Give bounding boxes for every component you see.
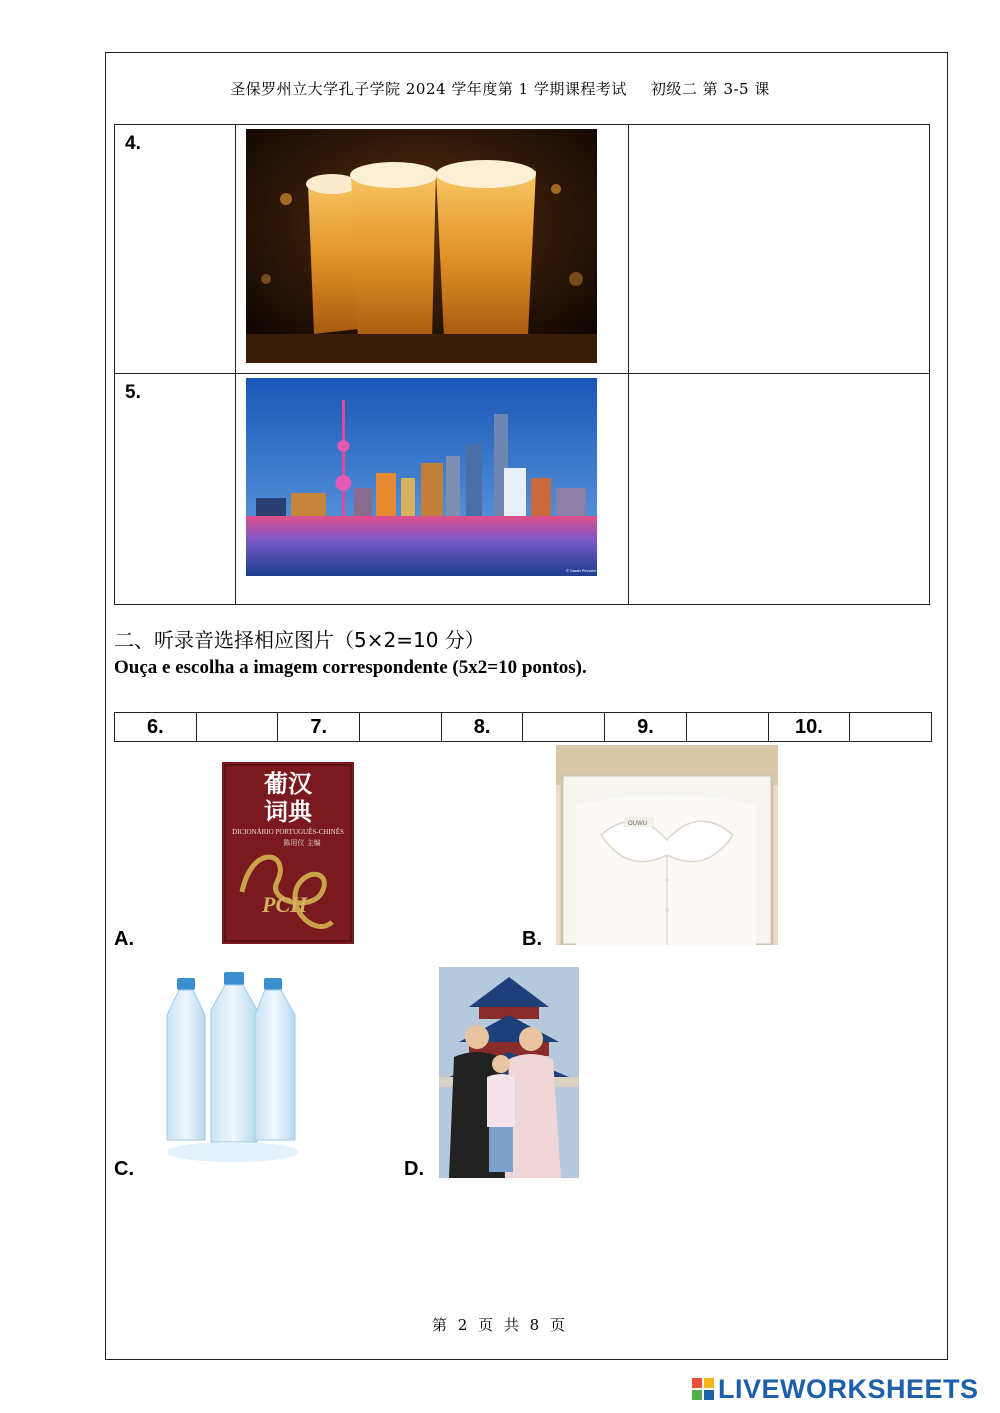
answer-cell[interactable] <box>629 125 930 374</box>
table-row <box>115 374 930 605</box>
option-label-a: A. <box>114 928 134 950</box>
dictionary-book-image <box>222 762 354 944</box>
beer-glasses-photo <box>246 129 597 363</box>
answer-blank[interactable] <box>523 713 605 742</box>
option-label-d: D. <box>404 1158 424 1180</box>
answer-number: 9. <box>605 713 687 742</box>
exam-level: 初级二 第 3-5 课 <box>650 80 770 98</box>
family-photo-image <box>439 967 579 1178</box>
answer-blank[interactable] <box>360 713 442 742</box>
book-title-line2: 词典 <box>264 798 312 826</box>
liveworksheets-brand <box>692 1374 979 1404</box>
option-label-c: C. <box>114 1158 134 1180</box>
photo-credit: © Sarah Pecorini <box>566 568 597 573</box>
exam-title: 圣保罗州立大学孔子学院 2024 学年度第 1 学期课程考试 <box>230 80 627 98</box>
answer-number: 7. <box>278 713 360 742</box>
answer-cell[interactable] <box>629 374 930 605</box>
book-title-line1: 葡汉 <box>264 770 312 798</box>
answer-table <box>114 712 932 742</box>
question-number: 4. <box>115 125 236 374</box>
table-row <box>115 713 932 742</box>
picture-cell <box>236 374 629 605</box>
table-row <box>115 125 930 374</box>
brand-name: LIVEWORKSHEETS <box>718 1373 979 1404</box>
white-shirt-image <box>556 745 778 945</box>
shirt-tag: OUWU <box>628 821 647 827</box>
answer-blank[interactable] <box>686 713 768 742</box>
question-number: 5. <box>115 374 236 605</box>
exam-header <box>0 78 1000 99</box>
section-title-pt: Ouça e escolha a imagem correspondente (5x2=10 pontos). <box>114 657 587 678</box>
picture-cell <box>236 125 629 374</box>
water-bottles-image <box>165 970 315 1170</box>
answer-blank[interactable] <box>850 713 932 742</box>
option-label-b: B. <box>522 928 542 950</box>
answer-number: 10. <box>768 713 850 742</box>
answer-number: 6. <box>115 713 197 742</box>
answer-blank[interactable] <box>196 713 278 742</box>
page-footer: 第 2 页 共 8 页 <box>432 1316 568 1334</box>
liveworksheets-logo-icon <box>692 1378 714 1400</box>
matching-table <box>114 124 930 605</box>
answer-number: 8. <box>441 713 523 742</box>
svg-text:PCH: PCH <box>262 892 308 917</box>
shanghai-skyline-photo <box>246 378 597 576</box>
book-subtitle: DICIONÁRIO PORTUGUÊS-CHINÊS <box>232 828 344 836</box>
section-title-cn: 二、听录音选择相应图片（5×2=10 分） <box>114 628 485 652</box>
book-editor: 陈用仪 主编 <box>283 839 321 847</box>
